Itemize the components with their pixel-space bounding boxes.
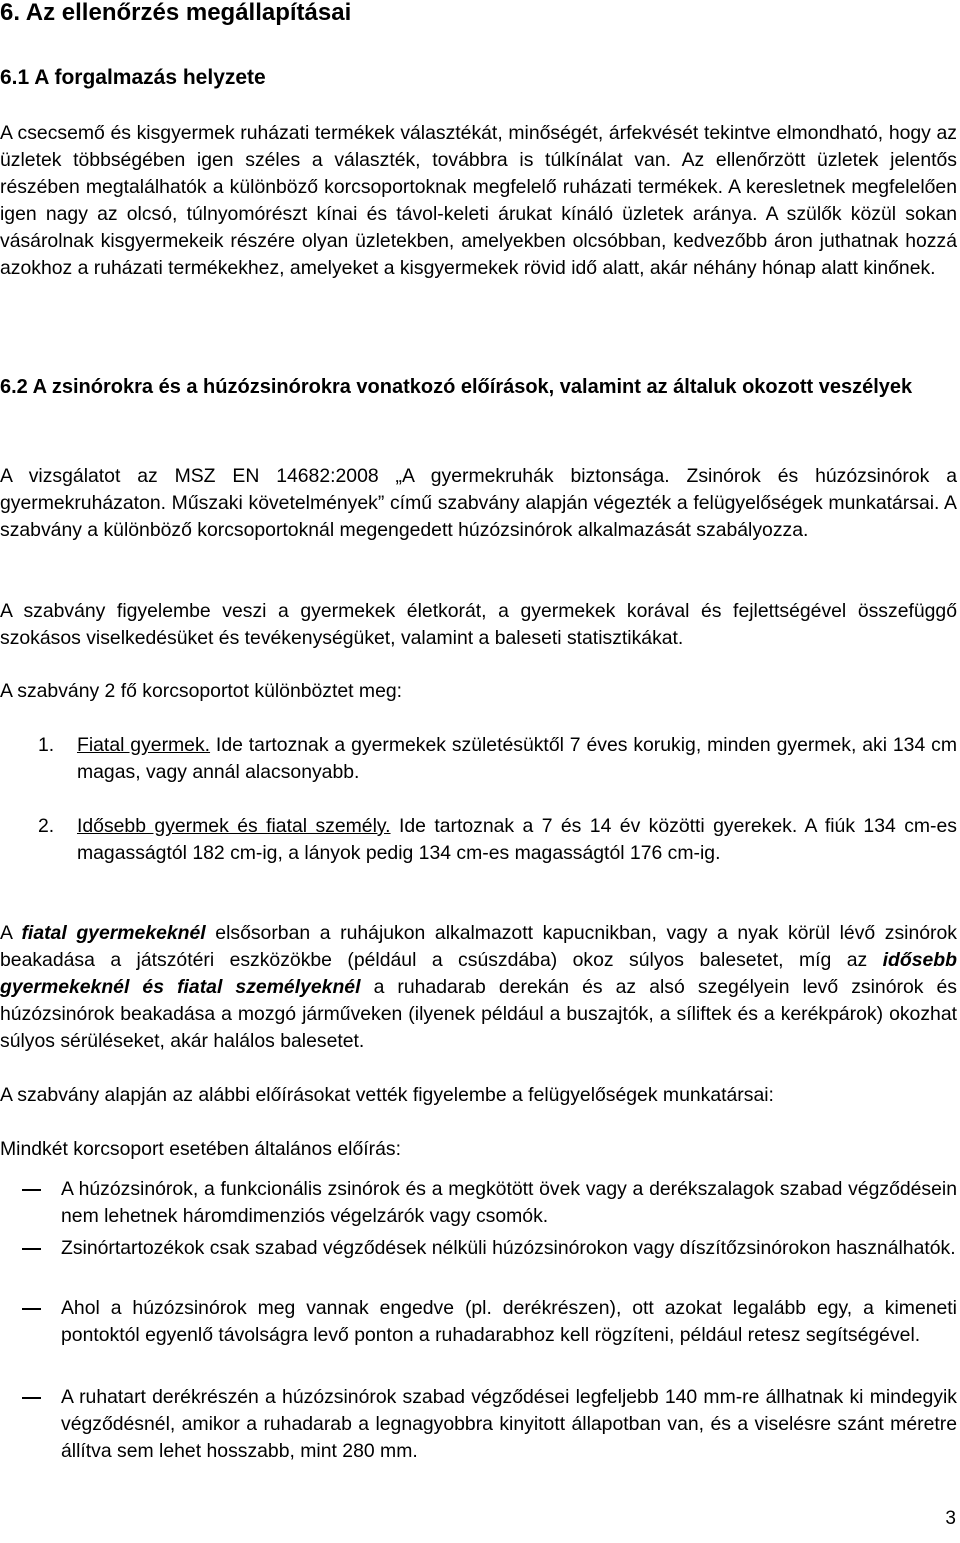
rule-list-item (22, 1235, 957, 1262)
rule-text: A húzózsinórok, a funkcionális zsinórok és a megkötött övek vagy a derékszalagok szabad végződésein nem lehetnek háromdimenziós végelzárók vagy csomók. (61, 1178, 957, 1227)
paragraph-standard-intro: A vizsgálatot az MSZ EN 14682:2008 „A gyermekruhák biztonsága. Zsinórok és húzózsinórok a gyermekruházaton. Műszaki követelmények” című szabvány alapján végezték a felügyelőségek munkatársai. A szabvány a különböző korcsoportoknál megengedett húzózsinórok alkalmazását szabályozza. (0, 465, 957, 541)
paragraph-age-groups-intro: A szabvány 2 fő korcsoportot különböztet meg: (0, 680, 403, 702)
text-run: A (0, 922, 22, 944)
age-group-item (38, 813, 957, 867)
paragraph-accident-risks (0, 920, 957, 1055)
emphasis-older-children: idősebb gyermekeknél és fiatal személyeknél (0, 949, 957, 998)
section-heading-6-2: 6.2 A zsinórokra és a húzózsinórokra vonatkozó előírások, valamint az általuk okozott veszélyek (0, 376, 913, 398)
age-group-term: Fiatal gyermek. (77, 734, 211, 756)
dash-bullet-icon (22, 1189, 41, 1191)
rule-list-item (22, 1176, 957, 1230)
age-group-item (38, 732, 957, 786)
rule-list-item (22, 1384, 957, 1465)
paragraph-standard-considers: A szabvány figyelembe veszi a gyermekek életkorát, a gyermekek korával és fejlettségével összefüggő szokásos viselkedésüket és tevékenységüket, valamint a baleseti statisztikákat. (0, 600, 957, 649)
list-item-body (77, 813, 957, 867)
rule-text: Ahol a húzózsinórok meg vannak engedve (pl. derékrészen), ott azokat legalább egy, a kimeneti pontoktól egyenlő távolságra levő ponton a ruhadarabhoz kell rögzíteni, például retesz segítségével. (61, 1297, 957, 1346)
dash-bullet-icon (22, 1397, 41, 1399)
emphasis-young-children: fiatal gyermekeknél (21, 922, 206, 944)
text-run: a ruhadarab derekán és az alsó szegélyein levő zsinórok és húzózsinórok beakadása a mozgó járműveken (ilyenek például a buszajtók, a síliftek és a kerékpárok) okozhat súlyos sérüléseket, akár halálos balesetet. (0, 976, 957, 1052)
rule-text: Zsinórtartozékok csak szabad végződések nélküli húzózsinórokon vagy díszítőzsinórokon használhatók. (61, 1237, 956, 1259)
paragraph-requirements-intro: A szabvány alapján az alábbi előírásokat vették figyelembe a felügyelőségek munkatársai: (0, 1084, 774, 1106)
text-run: elsősorban a ruhájukon alkalmazott kapucnikban, vagy a nyak körül lévő zsinórok beakadása a játszótéri eszközökbe (például a csúszdába) okoz súlyos balesetet, míg az (0, 922, 957, 971)
list-number: 1. (38, 734, 55, 756)
dash-bullet-icon (22, 1308, 41, 1310)
section-heading-6-1: 6.1 A forgalmazás helyzete (0, 66, 266, 89)
rule-text: A ruhatart derékrészén a húzózsinórok szabad végződései legfeljebb 140 mm-re állhatnak ki mindegyik végződésnél, amikor a ruhadarab a legnagyobbra kinyitott állapotban van, és a viselésre szánt méretre állítva sem lehet hosszabb, mint 280 mm. (61, 1386, 957, 1462)
chapter-heading: 6. Az ellenőrzés megállapításai (0, 0, 352, 26)
dash-bullet-icon (22, 1248, 41, 1250)
age-group-text: Ide tartoznak a gyermekek születésüktől 7 éves korukig, minden gyermek, aki 134 cm magas, vagy annál alacsonyabb. (77, 734, 957, 783)
rule-list-item (22, 1295, 957, 1349)
paragraph-general-rule: Mindkét korcsoport esetében általános előírás: (0, 1138, 401, 1160)
list-number: 2. (38, 815, 55, 837)
age-group-term: Idősebb gyermek és fiatal személy. (77, 815, 391, 837)
paragraph-market-situation: A csecsemő és kisgyermek ruházati termékek választékát, minőségét, árfekvését tekintve elmondható, hogy az üzletek többségében igen széles a választék, továbbra is túlkínálat van. Az ellenőrzött üzletek jelentős részében megtalálhatók a különböző korcsoportoknak megfelelő ruházati termékek. A keresletnek megfelelően igen nagy az olcsó, túlnyomórészt kínai és távol-keleti árukat kínáló üzletek aránya. A szülők közül sokan vásárolnak kisgyermekeik részére olyan üzletekben, amelyekben olcsóbban, kedvezőbb áron juthatnak hozzá azokhoz a ruházati termékekhez, amelyeket a kisgyermekek rövid idő alatt, akár néhány hónap alatt kinőnek. (0, 122, 957, 279)
list-item-body (77, 732, 957, 786)
age-group-text: Ide tartoznak a 7 és 14 év közötti gyerekek. A fiúk 134 cm-es magasságtól 182 cm-ig, a lányok pedig 134 cm-es magasságtól 176 cm-ig. (77, 815, 957, 864)
page-number: 3 (945, 1508, 956, 1529)
